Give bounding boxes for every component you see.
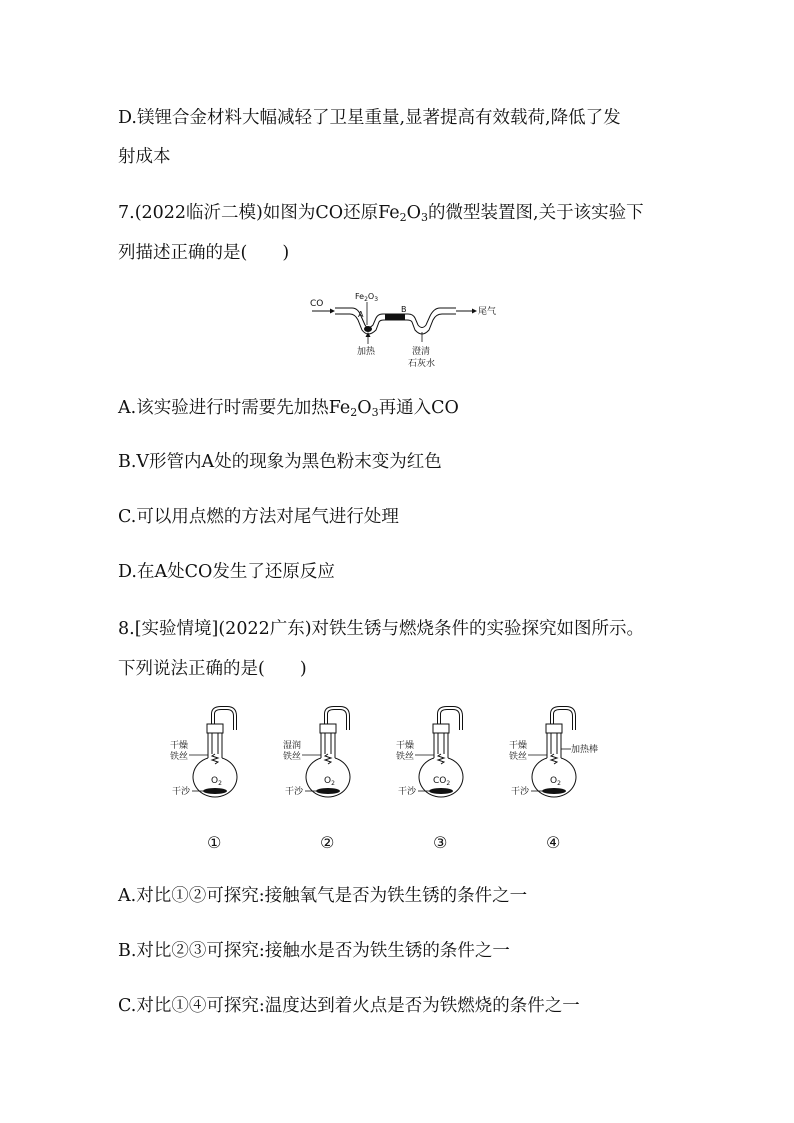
flask-2: [283, 706, 393, 856]
q7-option-d: D.在A处CO发生了还原反应: [118, 562, 335, 582]
tail-gas-arrowhead: [472, 309, 477, 314]
svg-text:铁丝: 铁丝: [509, 752, 528, 762]
q8-option-a: A.对比①②可探究:接触氧气是否为铁生锈的条件之一: [118, 886, 528, 906]
figure-label-b: B: [401, 305, 407, 314]
q6-option-d-line2: 射成本: [118, 147, 171, 167]
tube-connector: [385, 314, 405, 320]
fe2o3-sample: [364, 326, 372, 332]
svg-text:干沙: 干沙: [172, 787, 191, 797]
q8-option-c: C.对比①④可探究:温度达到着火点是否为铁燃烧的条件之一: [118, 996, 580, 1016]
svg-text:铁丝: 铁丝: [170, 752, 189, 762]
flask-3: [396, 706, 506, 856]
flask-4: [509, 706, 619, 856]
svg-text:O2: $O_2$: [324, 776, 335, 787]
svg-text:干燥: 干燥: [396, 741, 415, 751]
heat-arrowhead: [366, 332, 371, 337]
svg-text:干燥: 干燥: [509, 741, 528, 751]
q7-option-c: C.可以用点燃的方法对尾气进行处理: [118, 507, 399, 527]
svg-text:④: ④: [546, 833, 561, 852]
svg-text:加热棒: 加热棒: [571, 745, 599, 755]
q7-stem-line1: 7.(2022临沂二模)如图为CO还原$Fe_2O_3$的微型装置图,关于该实验下: [118, 203, 644, 224]
svg-text:O2: $O_2$: [211, 776, 222, 787]
q6-option-d-line1: D.镁锂合金材料大幅减轻了卫星重量,显著提高有效载荷,降低了发: [118, 108, 621, 128]
q8-option-b: B.对比②③可探究:接触水是否为铁生锈的条件之一: [118, 941, 510, 961]
svg-text:铁丝: 铁丝: [396, 752, 415, 762]
figure-fe2o3-label: $Fe_2O_3$: [355, 292, 379, 303]
figure-limewater-label-1: 澄清: [412, 347, 431, 357]
svg-text:铁丝: 铁丝: [283, 752, 302, 762]
svg-text:湿润: 湿润: [283, 741, 302, 751]
q8-stem-line2: 下列说法正确的是( ): [118, 659, 307, 679]
svg-text:干沙: 干沙: [398, 787, 417, 797]
flask-experiments-figure: [170, 706, 630, 856]
figure-label-a: A: [358, 310, 364, 319]
co-arrowhead: [330, 309, 335, 314]
svg-text:①: ①: [207, 833, 222, 852]
figure-limewater-label-2: 石灰水: [408, 359, 436, 369]
q7-option-b: B.V形管内A处的现象为黑色粉末变为红色: [118, 452, 442, 472]
flask-1: [170, 706, 280, 856]
q8-stem-line1: 8.[实验情境](2022广东)对铁生锈与燃烧条件的实验探究如图所示。: [118, 619, 645, 639]
svg-text:干沙: 干沙: [511, 787, 530, 797]
v-tube-apparatus-figure: [306, 284, 496, 372]
figure-co-label: CO: [310, 299, 324, 309]
q7-option-a: A.该实验进行时需要先加热$Fe_2O_3$再通入CO: [118, 398, 459, 419]
svg-text:③: ③: [433, 833, 448, 852]
svg-text:干燥: 干燥: [170, 741, 189, 751]
svg-text:O2: $O_2$: [550, 776, 561, 787]
svg-text:CO2: $CO_2$: [433, 776, 451, 787]
svg-text:②: ②: [320, 833, 335, 852]
figure-tail-gas-label: 尾气: [478, 307, 496, 317]
svg-text:干沙: 干沙: [285, 787, 304, 797]
q7-stem-line2: 列描述正确的是( ): [118, 243, 290, 263]
figure-heat-label: 加热: [357, 347, 376, 357]
